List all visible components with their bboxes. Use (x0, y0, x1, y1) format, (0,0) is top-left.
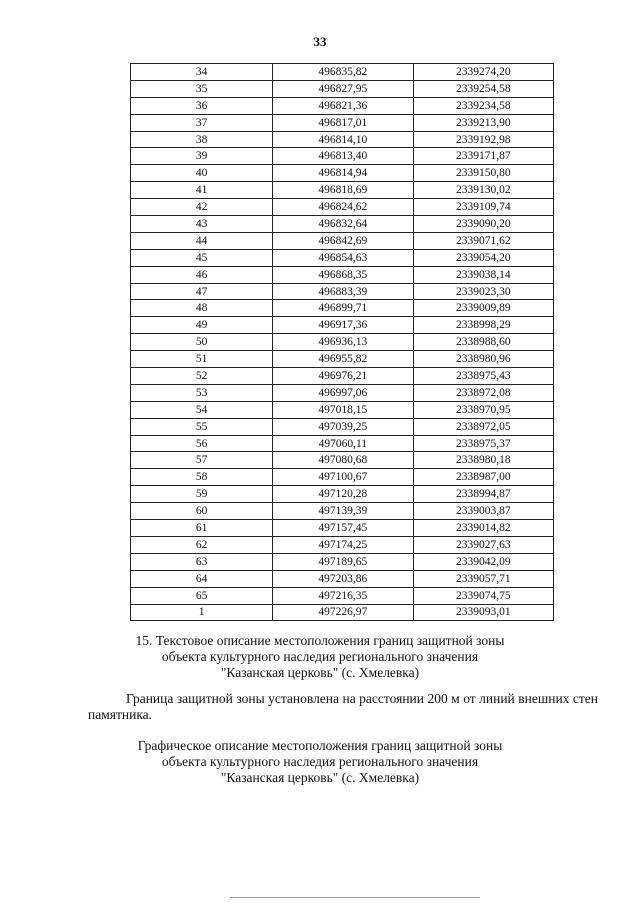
point-number-cell: 36 (131, 97, 273, 114)
table-row (131, 536, 554, 553)
x-coordinate-cell: 496814,94 (273, 165, 413, 182)
table-row (131, 199, 554, 216)
x-coordinate-cell: 496827,95 (273, 80, 413, 97)
x-coordinate-cell: 496936,13 (273, 334, 413, 351)
x-coordinate-cell: 496832,64 (273, 216, 413, 233)
table-row (131, 401, 554, 418)
y-coordinate-cell: 2339003,87 (413, 503, 553, 520)
table-row (131, 266, 554, 283)
y-coordinate-cell: 2338972,05 (413, 418, 553, 435)
y-coordinate-cell: 2339071,62 (413, 232, 553, 249)
point-number-cell: 65 (131, 587, 273, 604)
table-row (131, 435, 554, 452)
graphic-description-title-line-2: объекта культурного наследия регионального значения (161, 754, 479, 769)
table-row (131, 317, 554, 334)
x-coordinate-cell: 496821,36 (273, 97, 413, 114)
x-coordinate-cell: 497018,15 (273, 401, 413, 418)
y-coordinate-cell: 2338970,95 (413, 401, 553, 418)
x-coordinate-cell: 496814,10 (273, 131, 413, 148)
x-coordinate-cell: 497039,25 (273, 418, 413, 435)
point-number-cell: 47 (131, 283, 273, 300)
section-15-title-line-1: 15. Текстовое описание местоположения границ защитной зоны (135, 633, 505, 648)
point-number-cell: 45 (131, 249, 273, 266)
point-number-cell: 40 (131, 165, 273, 182)
x-coordinate-cell: 496955,82 (273, 351, 413, 368)
x-coordinate-cell: 497226,97 (273, 604, 413, 621)
x-coordinate-cell: 497203,86 (273, 570, 413, 587)
table-row (131, 469, 554, 486)
table-row (131, 604, 554, 621)
point-number-cell: 55 (131, 418, 273, 435)
point-number-cell: 62 (131, 536, 273, 553)
coordinates-table-body (131, 64, 554, 621)
x-coordinate-cell: 496899,71 (273, 300, 413, 317)
y-coordinate-cell: 2339109,74 (413, 199, 553, 216)
point-number-cell: 58 (131, 469, 273, 486)
table-row (131, 64, 554, 81)
x-coordinate-cell: 496813,40 (273, 148, 413, 165)
x-coordinate-cell: 497216,35 (273, 587, 413, 604)
y-coordinate-cell: 2339009,89 (413, 300, 553, 317)
y-coordinate-cell: 2338975,43 (413, 368, 553, 385)
point-number-cell: 52 (131, 368, 273, 385)
y-coordinate-cell: 2338975,37 (413, 435, 553, 452)
x-coordinate-cell: 496883,39 (273, 283, 413, 300)
y-coordinate-cell: 2339042,09 (413, 553, 553, 570)
table-row (131, 503, 554, 520)
point-number-cell: 35 (131, 80, 273, 97)
table-row (131, 368, 554, 385)
point-number-cell: 44 (131, 232, 273, 249)
point-number-cell: 50 (131, 334, 273, 351)
point-number-cell: 51 (131, 351, 273, 368)
point-number-cell: 48 (131, 300, 273, 317)
y-coordinate-cell: 2339274,20 (413, 64, 553, 81)
graphic-description-title (0, 738, 640, 786)
x-coordinate-cell: 497080,68 (273, 452, 413, 469)
graphic-description-title-line-3: "Казанская церковь" (с. Хмелевка) (220, 770, 420, 785)
y-coordinate-cell: 2339054,20 (413, 249, 553, 266)
table-row (131, 114, 554, 131)
y-coordinate-cell: 2339014,82 (413, 520, 553, 537)
y-coordinate-cell: 2338998,29 (413, 317, 553, 334)
point-number-cell: 54 (131, 401, 273, 418)
page-number: 33 (313, 34, 327, 49)
x-coordinate-cell: 497120,28 (273, 486, 413, 503)
y-coordinate-cell: 2339213,90 (413, 114, 553, 131)
y-coordinate-cell: 2339171,87 (413, 148, 553, 165)
point-number-cell: 39 (131, 148, 273, 165)
table-row (131, 165, 554, 182)
point-number-cell: 43 (131, 216, 273, 233)
table-row (131, 80, 554, 97)
y-coordinate-cell: 2338994,87 (413, 486, 553, 503)
x-coordinate-cell: 496835,82 (273, 64, 413, 81)
section-15-title-line-2: объекта культурного наследия регионального значения (161, 649, 479, 664)
x-coordinate-cell: 497174,25 (273, 536, 413, 553)
point-number-cell: 34 (131, 64, 273, 81)
x-coordinate-cell: 497157,45 (273, 520, 413, 537)
point-number-cell: 53 (131, 384, 273, 401)
point-number-cell: 63 (131, 553, 273, 570)
y-coordinate-cell: 2339027,63 (413, 536, 553, 553)
table-row (131, 97, 554, 114)
y-coordinate-cell: 2339023,30 (413, 283, 553, 300)
x-coordinate-cell: 496818,69 (273, 182, 413, 199)
y-coordinate-cell: 2339150,80 (413, 165, 553, 182)
table-row (131, 249, 554, 266)
table-row (131, 520, 554, 537)
table-row (131, 553, 554, 570)
x-coordinate-cell: 496917,36 (273, 317, 413, 334)
x-coordinate-cell: 496997,06 (273, 384, 413, 401)
point-number-cell: 59 (131, 486, 273, 503)
graphic-description-title-line-1: Графическое описание местоположения границ защитной зоны (137, 738, 503, 753)
protection-zone-paragraph-text: Граница защитной зоны установлена на расстоянии 200 м от линий внешних стен памятника. (88, 691, 598, 722)
y-coordinate-cell: 2339130,02 (413, 182, 553, 199)
table-row (131, 300, 554, 317)
x-coordinate-cell: 496976,21 (273, 368, 413, 385)
y-coordinate-cell: 2339254,58 (413, 80, 553, 97)
table-row (131, 384, 554, 401)
point-number-cell: 61 (131, 520, 273, 537)
section-15-title-line-3: "Казанская церковь" (с. Хмелевка) (220, 665, 420, 680)
point-number-cell: 46 (131, 266, 273, 283)
point-number-cell: 38 (131, 131, 273, 148)
table-row (131, 232, 554, 249)
y-coordinate-cell: 2339093,01 (413, 604, 553, 621)
protection-zone-paragraph (88, 691, 598, 723)
x-coordinate-cell: 497100,67 (273, 469, 413, 486)
y-coordinate-cell: 2338972,08 (413, 384, 553, 401)
x-coordinate-cell: 496868,35 (273, 266, 413, 283)
table-row (131, 452, 554, 469)
x-coordinate-cell: 497189,65 (273, 553, 413, 570)
y-coordinate-cell: 2339038,14 (413, 266, 553, 283)
table-row (131, 216, 554, 233)
x-coordinate-cell: 497139,39 (273, 503, 413, 520)
point-number-cell: 42 (131, 199, 273, 216)
table-row (131, 587, 554, 604)
point-number-cell: 37 (131, 114, 273, 131)
x-coordinate-cell: 496842,69 (273, 232, 413, 249)
point-number-cell: 49 (131, 317, 273, 334)
table-row (131, 148, 554, 165)
table-row (131, 334, 554, 351)
point-number-cell: 56 (131, 435, 273, 452)
y-coordinate-cell: 2339057,71 (413, 570, 553, 587)
section-15-title (0, 633, 640, 681)
y-coordinate-cell: 2339192,98 (413, 131, 553, 148)
table-row (131, 570, 554, 587)
x-coordinate-cell: 497060,11 (273, 435, 413, 452)
coordinates-table (130, 63, 554, 621)
table-row (131, 418, 554, 435)
y-coordinate-cell: 2338987,00 (413, 469, 553, 486)
y-coordinate-cell: 2339090,20 (413, 216, 553, 233)
table-row (131, 131, 554, 148)
x-coordinate-cell: 496824,62 (273, 199, 413, 216)
table-row (131, 283, 554, 300)
table-row (131, 351, 554, 368)
table-row (131, 486, 554, 503)
point-number-cell: 41 (131, 182, 273, 199)
point-number-cell: 60 (131, 503, 273, 520)
y-coordinate-cell: 2338980,96 (413, 351, 553, 368)
y-coordinate-cell: 2339074,75 (413, 587, 553, 604)
x-coordinate-cell: 496817,01 (273, 114, 413, 131)
x-coordinate-cell: 496854,63 (273, 249, 413, 266)
table-row (131, 182, 554, 199)
point-number-cell: 57 (131, 452, 273, 469)
y-coordinate-cell: 2338988,60 (413, 334, 553, 351)
bottom-divider (230, 897, 480, 898)
y-coordinate-cell: 2338980,18 (413, 452, 553, 469)
point-number-cell: 64 (131, 570, 273, 587)
point-number-cell: 1 (131, 604, 273, 621)
y-coordinate-cell: 2339234,58 (413, 97, 553, 114)
